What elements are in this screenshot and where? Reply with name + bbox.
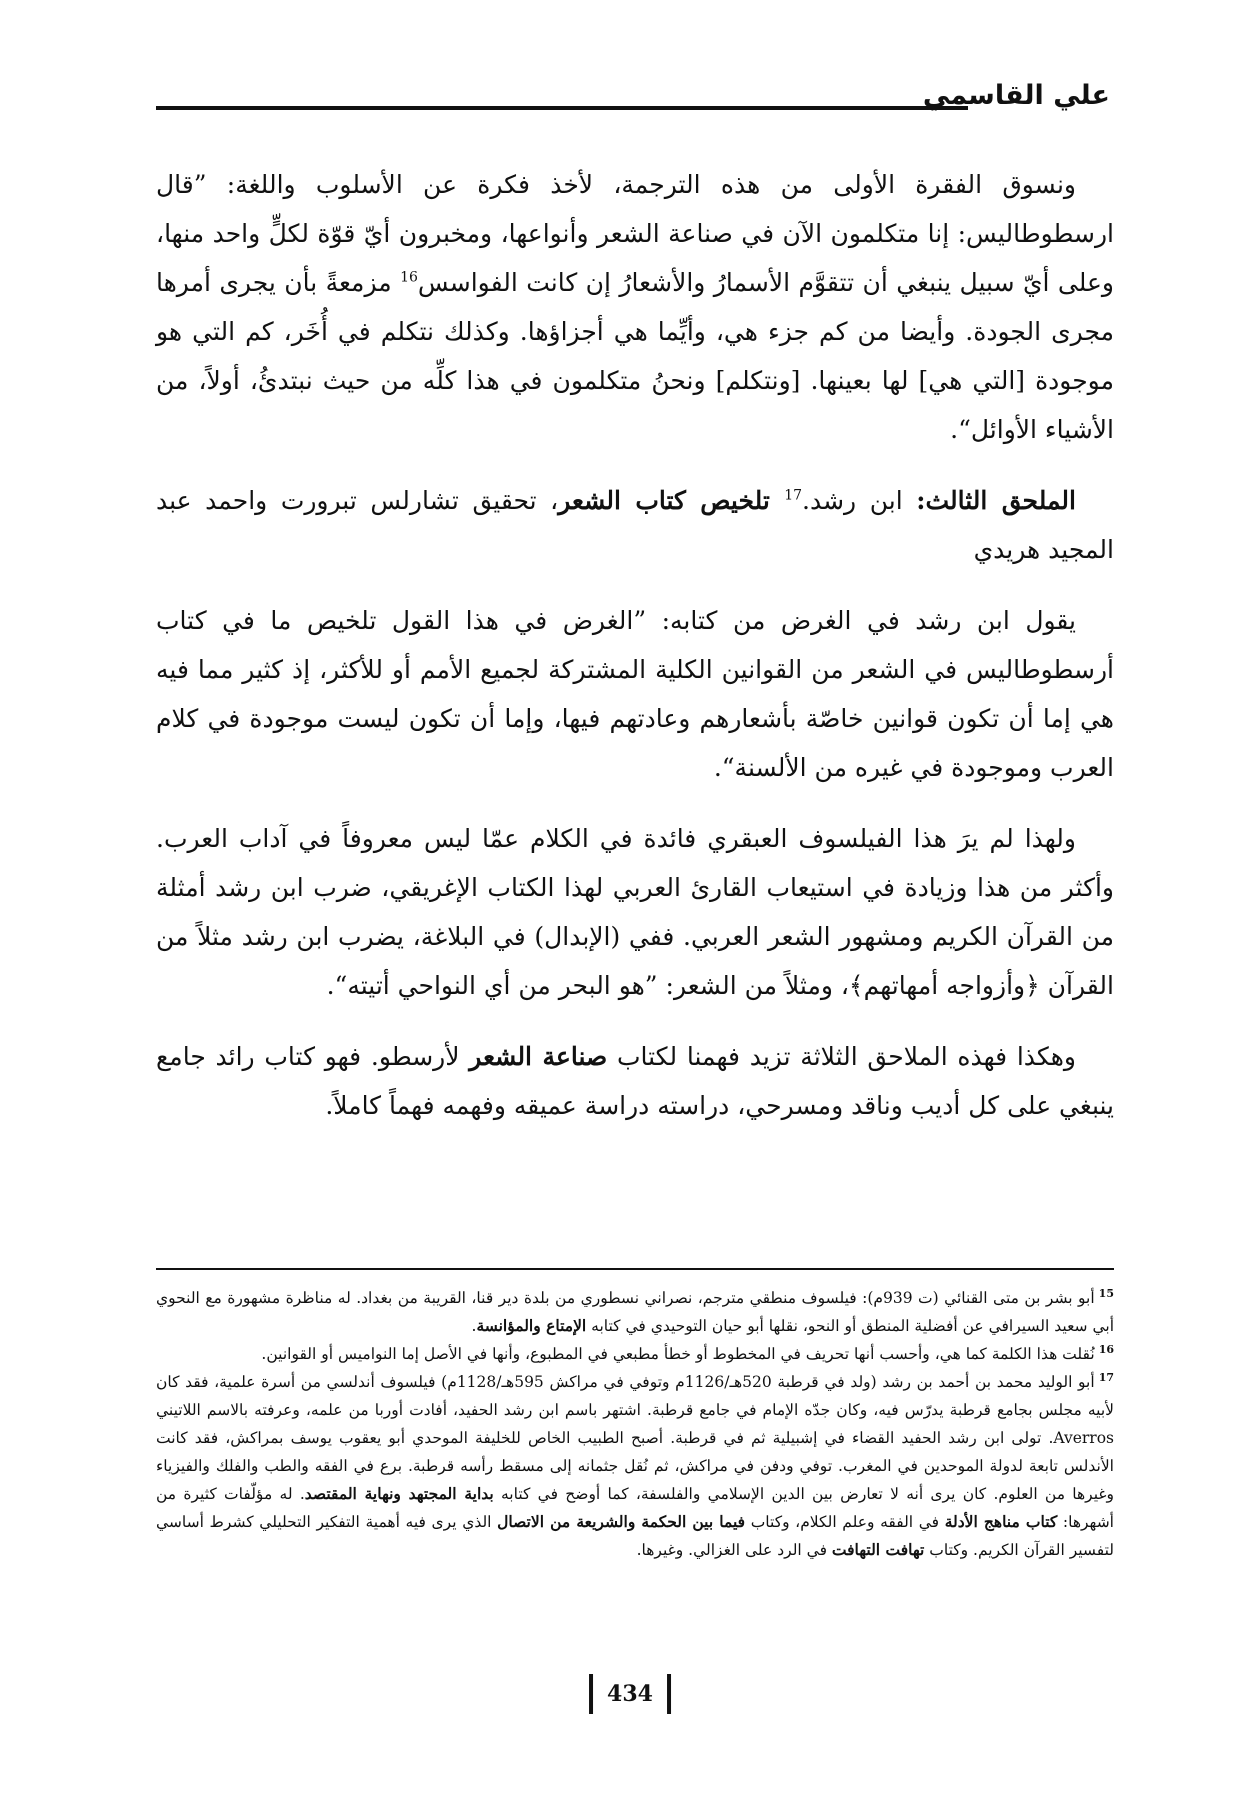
main-text [156, 160, 1114, 1152]
paragraph-2-appendix-three [156, 476, 1114, 574]
footnote-17-book-3: فيما بين الحكمة والشريعة من الاتصال [497, 1512, 746, 1531]
footnote-17-text-e: في الرد على الغزالي. وغيرها. [636, 1541, 832, 1559]
paragraph-5-before: وهكذا فهذه الملاحق الثلاثة تزيد فهمنا لكتاب [607, 1042, 1076, 1071]
footnote-16-text: نُقلت هذا الكلمة كما هي، وأحسب أنها تحريف في المخطوط أو خطأ مطبعي في المطبوع، وأنها في الأصل إما النواميس أو القوانين. [261, 1345, 1095, 1363]
page-number [589, 1674, 671, 1714]
footnote-ref-17[interactable]: 17 [784, 487, 803, 504]
footnote-15-text-a: أبو بشر بن متى القنائي (ت 939م): فيلسوف منطقي مترجم، نصراني نسطوري من بلدة دير قنا، القريبة من بغداد. له مناظرة مشهورة مع النحوي أبي سعيد السيرافي عن أفضلية المنطق أو النحو، نقلها أبو حيان التوحيدي في كتابه [156, 1289, 1114, 1335]
appendix-label: الملحق الثالث: [916, 486, 1076, 515]
footnote-15 [156, 1284, 1114, 1340]
footnote-17-text-d: الذي يرى فيه أهمية التفكير التحليلي كشرط أساسي لتفسير القرآن الكريم. وكتاب [156, 1513, 1114, 1559]
footnote-16-number: 16 [1098, 1342, 1114, 1356]
page-number-bar-left [589, 1674, 593, 1714]
footnote-15-number: 15 [1098, 1286, 1114, 1300]
footnote-15-text-b: . [471, 1317, 477, 1335]
paragraph-1-quote-b: مزمعةً بأن يجرى أمرها مجرى الجودة. وأيضا من كم جزء هي، وأيِّما هي أجزاؤها. وكذلك نتكلم في أُخَر، كم التي هو موجودة [التي هي] لها بعينها. [ونتكلم] ونحنُ متكلمون في هذا كلِّه من حيث نبتدئُ، أولاً، من الأشياء الأوائل“. [156, 268, 1114, 444]
paragraph-5-after: لأرسطو. فهو كتاب رائد جامع ينبغي على كل أديب وناقد ومسرحي، دراسته دراسة عميقه وفهمه فهماً كاملاً. [156, 1042, 1114, 1120]
footnote-17-text-a: أبو الوليد محمد بن أحمد بن رشد (ولد في قرطبة 520هـ/1126م وتوفي في مراكش 595هـ/1128م) فيلسوف أندلسي من أسرة علمية، فقد كان لأبيه مجلس بجامع قرطبة يدرّس فيه، وكان جدّه الإمام في جامع قرطبة. اشتهر باسم ابن رشد الحفيد، أفادت أوربا من علمه، وعرفته بالاسم اللاتيني Averros. تولى ابن رشد الحفيد القضاء في إشبيلية ثم في قرطبة. أصبح الطبيب الخاص للخليفة الموحدي أبو يعقوب يوسف بمراكش، فقد كانت الأندلس تابعة لدولة الموحدين في المغرب. توفي ودفن في مراكش، ثم نُقل جثمانه إلى مسقط رأسه قرطبة. برع في الفقه والطب والفلك والفيزياء وغيرها من العلوم. كان يرى أنه لا تعارض بين الدين الإسلامي والفلسفة، كما أوضح في كتابه [156, 1373, 1114, 1503]
footnotes [156, 1284, 1114, 1564]
header-rule [156, 106, 968, 110]
footnote-17-number: 17 [1098, 1370, 1114, 1384]
paragraph-1-quote-a: ”قال ارسطوطاليس: إنا متكلمون الآن في صناعة الشعر وأنواعها، ومخبرون أيّ قوّة لكلٍّ واحد منها، وعلى أيّ سبيل ينبغي أن تتقوَّم الأسمارُ والأشعارُ إن كانت الفواسس [156, 170, 1114, 297]
appendix-author: ابن رشد. [802, 486, 917, 515]
paragraph-5 [156, 1032, 1114, 1130]
paragraph-4: ولهذا لم يرَ هذا الفيلسوف العبقري فائدة في الكلام عمّا ليس معروفاً في آداب العرب. وأكثر من هذا وزيادة في استيعاب القارئ العربي لهذا الكتاب الإغريقي، ضرب ابن رشد أمثلة من القرآن الكريم ومشهور الشعر العربي. ففي (الإبدال) في البلاغة، يضرب ابن رشد مثلاً من القرآن ﴿وأزواجه أمهاتهم﴾، ومثلاً من الشعر: ”هو البحر من أي النواحي أتيته“. [156, 824, 1114, 1000]
footnote-17 [156, 1368, 1114, 1564]
paragraph-1-intro: ونسوق الفقرة الأولى من هذه الترجمة، لأخذ فكرة عن الأسلوب واللغة: [206, 170, 1076, 199]
paragraph-5-book: صناعة الشعر [469, 1042, 608, 1071]
footnote-ref-16[interactable]: 16 [400, 269, 418, 286]
page-number-bar-right [667, 1674, 671, 1714]
footnote-rule [156, 1268, 1114, 1270]
footnote-15-book: الإمتاع والمؤانسة [476, 1316, 587, 1335]
footnote-17-book-1: بداية المجتهد ونهاية المقتصد [304, 1484, 494, 1503]
footnote-17-text-c: في الفقه وعلم الكلام، وكتاب [745, 1513, 945, 1531]
footnote-17-book-4: تهافت التهافت [831, 1540, 925, 1559]
appendix-book-title: تلخيص كتاب الشعر [558, 486, 785, 515]
footnote-17-text-b: . له مؤلّفات كثيرة من أشهرها: [156, 1485, 1114, 1531]
paragraph-1 [156, 160, 1114, 454]
running-header-author: علي القاسمي [922, 80, 1110, 111]
paragraph-3: يقول ابن رشد في الغرض من كتابه: ”الغرض في هذا القول تلخيص ما في كتاب أرسطوطاليس في الشعر من القوانين الكلية المشتركة لجميع الأمم أو للأكثر، إذ كثير مما فيه هي إما أن تكون قوانين خاصّة بأشعارهم وعادتهم فيها، وإما أن تكون ليست موجودة في كلام العرب وموجودة في غيره من الألسنة“. [156, 606, 1114, 782]
footnote-17-book-2: كتاب مناهج الأدلة [944, 1512, 1058, 1531]
footnote-16 [156, 1340, 1114, 1368]
appendix-editors: ، تحقيق تشارلس تبرورت واحمد عبد المجيد هريدي [156, 486, 1114, 564]
page-number-value: 434 [607, 1681, 653, 1707]
